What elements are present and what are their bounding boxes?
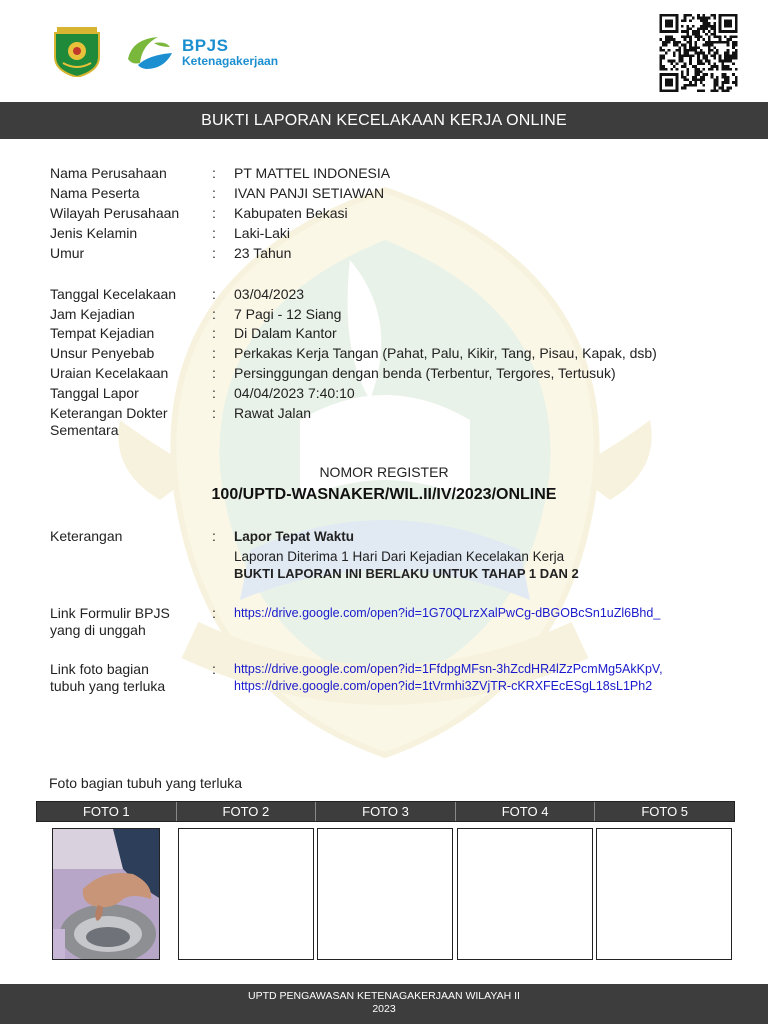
keterangan-detail: Laporan Diterima 1 Hari Dari Kejadian Kecelakan Kerja — [234, 549, 565, 564]
photo-2[interactable] — [178, 828, 314, 960]
colon: : — [212, 365, 216, 381]
field-label: Wilayah Perusahaan — [50, 205, 180, 221]
field-value: Di Dalam Kantor — [234, 325, 337, 341]
photo-links — [234, 661, 734, 695]
photo-link-2[interactable]: https://drive.google.com/open?id=1tVrmhi3ZVjTR-cKRXFEcESgL18sL1Ph2 — [234, 679, 653, 693]
photo-link-1[interactable]: https://drive.google.com/open?id=1FfdpgMFsn-3hZcdHR4lZzPcmMg5AkKpV, — [234, 662, 663, 676]
colon: : — [212, 528, 216, 544]
bpjs-emblem-icon — [124, 33, 176, 71]
colon: : — [212, 225, 216, 241]
colon: : — [212, 185, 216, 201]
photo-header-4: FOTO 4 — [456, 802, 596, 821]
colon: : — [212, 245, 216, 261]
label-line-1: Link Formulir BPJS — [50, 605, 170, 621]
field-value: PT MATTEL INDONESIA — [234, 165, 391, 181]
colon: : — [212, 325, 216, 341]
field-value: Laki-Laki — [234, 225, 291, 241]
colon: : — [212, 165, 216, 181]
photo-header-row — [36, 801, 735, 822]
field-value: 7 Pagi - 12 Siang — [234, 306, 342, 322]
field-label: Tanggal Lapor — [50, 385, 139, 401]
field-label: Uraian Kecelakaan — [50, 365, 169, 381]
field-value: 04/04/2023 7:40:10 — [234, 385, 355, 401]
field-value: IVAN PANJI SETIAWAN — [234, 185, 385, 201]
field-value: 03/04/2023 — [234, 286, 305, 302]
document-title: BUKTI LAPORAN KECELAKAAN KERJA ONLINE — [201, 111, 567, 129]
colon: : — [212, 661, 216, 677]
qr-code — [657, 14, 740, 92]
bpjs-subtitle: Ketenagakerjaan — [182, 54, 279, 68]
field-label — [50, 661, 200, 695]
colon: : — [212, 385, 216, 401]
field-label: Jam Kejadian — [50, 306, 135, 322]
field-label: Nama Perusahaan — [50, 165, 167, 181]
photo-5[interactable] — [596, 828, 732, 960]
bpjs-title: BPJS — [182, 36, 229, 55]
keterangan-status: Lapor Tepat Waktu — [234, 529, 355, 544]
colon: : — [212, 286, 216, 302]
colon: : — [212, 205, 216, 221]
colon: : — [212, 306, 216, 322]
field-label — [50, 605, 200, 639]
field-label: Unsur Penyebab — [50, 345, 155, 361]
footer-year: 2023 — [372, 1003, 396, 1015]
field-label: Nama Peserta — [50, 185, 140, 201]
label-line-2: Sementara — [50, 422, 119, 438]
label-line-1: Keterangan Dokter — [50, 405, 168, 421]
photo-caption: Foto bagian tubuh yang terluka — [49, 775, 243, 791]
field-label: Keterangan — [50, 528, 123, 544]
field-label: Jenis Kelamin — [50, 225, 138, 241]
photo-3[interactable] — [317, 828, 453, 960]
disnaker-logo — [53, 27, 101, 77]
field-label: Tanggal Kecelakaan — [50, 286, 177, 302]
field-value: Perkakas Kerja Tangan (Pahat, Palu, Kikir, Tang, Pisau, Kapak, dsb) — [234, 345, 657, 361]
label-line-2: yang di unggah — [50, 622, 146, 638]
photo-header-2: FOTO 2 — [177, 802, 317, 821]
photo-1[interactable] — [52, 828, 160, 960]
field-label: Umur — [50, 245, 85, 261]
form-link[interactable]: https://drive.google.com/open?id=1G70QLrzXalPwCg-dBGOBcSn1uZl6Bhd_ — [234, 606, 661, 620]
field-value: 23 Tahun — [234, 245, 292, 261]
photo-header-5: FOTO 5 — [641, 804, 689, 819]
field-value: Persinggungan dengan benda (Terbentur, Tergores, Tertusuk) — [234, 365, 616, 381]
photo-header-3: FOTO 3 — [316, 802, 456, 821]
label-line-1: Link foto bagian — [50, 661, 149, 677]
footer — [0, 984, 768, 1024]
field-label: Tempat Kejadian — [50, 325, 155, 341]
photo-4[interactable] — [457, 828, 593, 960]
field-value: Kabupaten Bekasi — [234, 205, 348, 221]
injured-hand-photo — [53, 829, 160, 960]
keterangan-validity: BUKTI LAPORAN INI BERLAKU UNTUK TAHAP 1 DAN 2 — [234, 566, 579, 581]
register-label: NOMOR REGISTER — [319, 464, 449, 480]
field-value: Rawat Jalan — [234, 405, 312, 421]
label-line-2: tubuh yang terluka — [50, 678, 166, 694]
field-value — [234, 528, 734, 582]
field-label — [50, 405, 200, 439]
footer-org: UPTD PENGAWASAN KETENAGAKERJAAN WILAYAH II — [248, 990, 520, 1002]
colon: : — [212, 345, 216, 361]
title-bar — [0, 102, 768, 139]
photo-header-1: FOTO 1 — [37, 802, 177, 821]
colon: : — [212, 405, 216, 421]
colon: : — [212, 605, 216, 621]
register-number: 100/UPTD-WASNAKER/WIL.II/IV/2023/ONLINE — [211, 486, 557, 503]
bpjs-logo — [124, 32, 304, 72]
